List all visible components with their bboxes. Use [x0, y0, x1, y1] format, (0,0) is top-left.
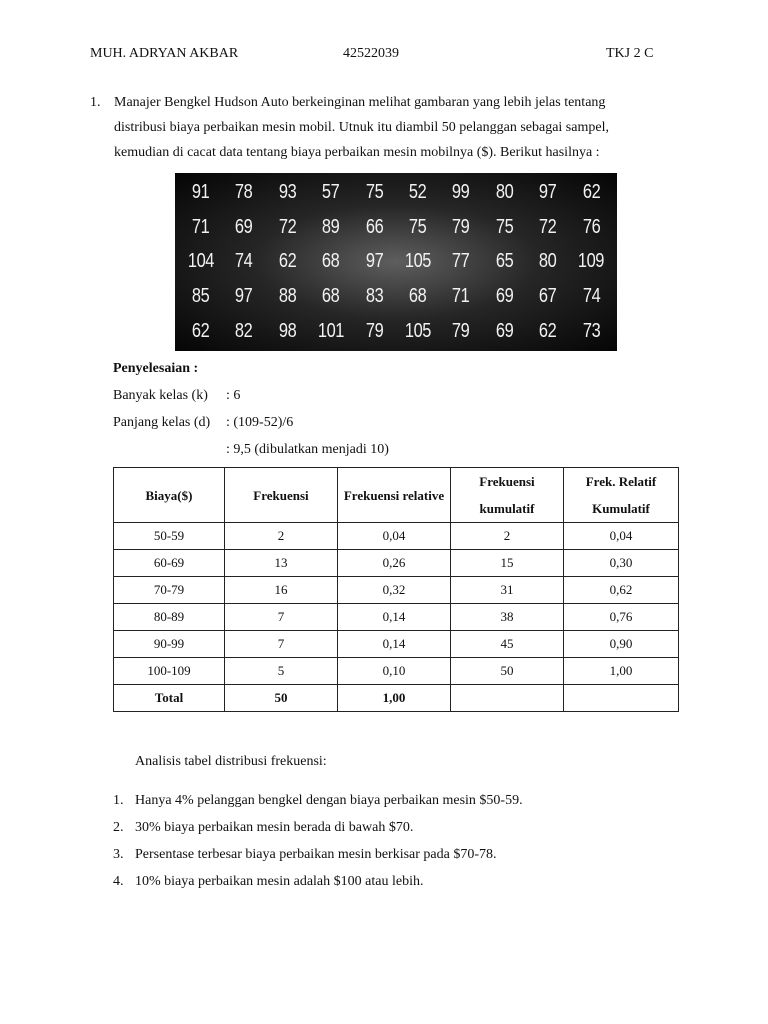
frequency-table	[113, 467, 679, 712]
list-item-number: 2.	[113, 820, 124, 835]
table-total-cell: Total	[114, 685, 225, 712]
table-row	[114, 604, 679, 631]
solution-title: Penyelesaian :	[113, 361, 199, 376]
data-value: 97	[365, 250, 384, 273]
question-number: 1.	[90, 95, 101, 110]
table-total-cell	[564, 685, 679, 712]
data-value: 80	[539, 250, 557, 273]
data-value: 83	[365, 285, 384, 308]
data-value: 97	[235, 285, 253, 308]
table-header-cell: Frekuensi kumulatif	[451, 468, 564, 523]
table-total-row	[114, 685, 679, 712]
table-cell: 7	[225, 604, 338, 631]
data-value: 79	[365, 320, 384, 343]
data-value: 57	[322, 180, 340, 203]
table-cell: 0,14	[338, 604, 451, 631]
list-item-number: 3.	[113, 847, 124, 862]
table-cell: 5	[225, 658, 338, 685]
data-value: 76	[582, 215, 601, 238]
table-cell: 0,14	[338, 631, 451, 658]
data-value: 72	[539, 215, 557, 238]
table-row	[114, 658, 679, 685]
table-header-row	[114, 468, 679, 523]
list-item-text: Persentase terbesar biaya perbaikan mesin berkisar pada $70-78.	[135, 847, 497, 862]
table-cell: 0,04	[338, 523, 451, 550]
student-name: MUH. ADRYAN AKBAR	[90, 46, 239, 61]
table-cell: 0,32	[338, 577, 451, 604]
table-cell: 0,30	[564, 550, 679, 577]
table-header-cell: Frekuensi	[225, 468, 338, 523]
list-item-number: 4.	[113, 874, 124, 889]
table-cell: 0,76	[564, 604, 679, 631]
data-value: 73	[582, 320, 601, 343]
data-value: 65	[495, 250, 514, 273]
data-value: 89	[322, 215, 340, 238]
data-value: 66	[365, 215, 384, 238]
data-value: 97	[539, 180, 557, 203]
data-value: 98	[278, 320, 297, 343]
question-line-3: kemudian di cacat data tentang biaya perbaikan mesin mobilnya ($). Berikut hasilnya :	[114, 145, 600, 160]
table-cell: 38	[451, 604, 564, 631]
class-width-line	[113, 415, 294, 431]
data-value: 101	[317, 320, 344, 343]
data-value: 79	[452, 320, 470, 343]
data-value: 99	[452, 180, 470, 203]
table-cell: 80-89	[114, 604, 225, 631]
data-value: 77	[452, 250, 470, 273]
table-cell: 100-109	[114, 658, 225, 685]
data-value: 62	[582, 180, 601, 203]
data-value: 93	[278, 180, 297, 203]
data-value: 105	[404, 250, 431, 273]
question-1	[90, 90, 680, 165]
table-total-cell: 50	[225, 685, 338, 712]
data-value: 68	[322, 285, 340, 308]
table-cell: 50	[451, 658, 564, 685]
data-value: 74	[582, 285, 601, 308]
class-width-label: Panjang kelas (d)	[113, 415, 211, 430]
table-total-cell	[451, 685, 564, 712]
question-line-2: distribusi biaya perbaikan mesin mobil. Utnuk itu diambil 50 pelanggan sebagai sampel,	[114, 120, 609, 135]
table-cell: 0,90	[564, 631, 679, 658]
data-value: 75	[495, 215, 514, 238]
data-value: 80	[495, 180, 514, 203]
data-value: 69	[495, 320, 514, 343]
table-cell: 1,00	[564, 658, 679, 685]
table-cell: 0,26	[338, 550, 451, 577]
class-count-line	[113, 388, 241, 404]
table-cell: 31	[451, 577, 564, 604]
table-cell: 2	[451, 523, 564, 550]
data-value: 52	[408, 180, 427, 203]
table-cell: 50-59	[114, 523, 225, 550]
data-value: 72	[278, 215, 297, 238]
table-header-cell: Frekuensi relative	[338, 468, 451, 523]
class-width-result: : 9,5 (dibulatkan menjadi 10)	[226, 442, 389, 457]
data-value: 74	[235, 250, 253, 273]
table-cell: 16	[225, 577, 338, 604]
data-value: 104	[187, 250, 214, 273]
student-class: TKJ 2 C	[606, 46, 654, 61]
table-total-cell: 1,00	[338, 685, 451, 712]
data-value: 62	[278, 250, 297, 273]
class-width-value: : (109-52)/6	[226, 415, 294, 430]
table-row	[114, 631, 679, 658]
table-header-cell: Frek. Relatif Kumulatif	[564, 468, 679, 523]
table-cell: 13	[225, 550, 338, 577]
table-cell: 0,04	[564, 523, 679, 550]
data-value: 68	[408, 285, 427, 308]
raw-data-image	[175, 173, 617, 351]
list-item-text: Hanya 4% pelanggan bengkel dengan biaya perbaikan mesin $50-59.	[135, 793, 523, 808]
table-cell: 2	[225, 523, 338, 550]
data-value: 105	[404, 320, 431, 343]
table-row	[114, 523, 679, 550]
data-value: 88	[278, 285, 297, 308]
analysis-title: Analisis tabel distribusi frekuensi:	[135, 754, 327, 769]
data-value: 69	[495, 285, 514, 308]
data-value: 62	[191, 320, 210, 343]
data-value: 71	[452, 285, 470, 308]
class-count-label: Banyak kelas (k)	[113, 388, 208, 403]
data-value: 78	[235, 180, 253, 203]
data-value: 82	[235, 320, 253, 343]
data-value: 79	[452, 215, 470, 238]
table-cell: 60-69	[114, 550, 225, 577]
data-value: 91	[191, 180, 210, 203]
data-value: 67	[539, 285, 557, 308]
table-header-cell: Biaya($)	[114, 468, 225, 523]
table-cell: 7	[225, 631, 338, 658]
data-value: 69	[235, 215, 253, 238]
student-id: 42522039	[343, 46, 399, 61]
list-item-text: 10% biaya perbaikan mesin adalah $100 atau lebih.	[135, 874, 424, 889]
list-item-text: 30% biaya perbaikan mesin berada di bawah $70.	[135, 820, 414, 835]
table-cell: 70-79	[114, 577, 225, 604]
data-value: 68	[322, 250, 340, 273]
list-item-number: 1.	[113, 793, 124, 808]
table-row	[114, 550, 679, 577]
table-cell: 0,10	[338, 658, 451, 685]
data-value: 109	[578, 250, 605, 273]
table-cell: 45	[451, 631, 564, 658]
data-value: 62	[539, 320, 557, 343]
data-value: 75	[408, 215, 427, 238]
table-cell: 15	[451, 550, 564, 577]
data-value: 75	[365, 180, 384, 203]
data-value: 85	[191, 285, 210, 308]
table-row	[114, 577, 679, 604]
class-count-value: : 6	[226, 388, 241, 403]
table-cell: 0,62	[564, 577, 679, 604]
question-line-1: Manajer Bengkel Hudson Auto berkeinginan melihat gambaran yang lebih jelas tentang	[114, 95, 606, 110]
data-value: 71	[191, 215, 210, 238]
table-cell: 90-99	[114, 631, 225, 658]
